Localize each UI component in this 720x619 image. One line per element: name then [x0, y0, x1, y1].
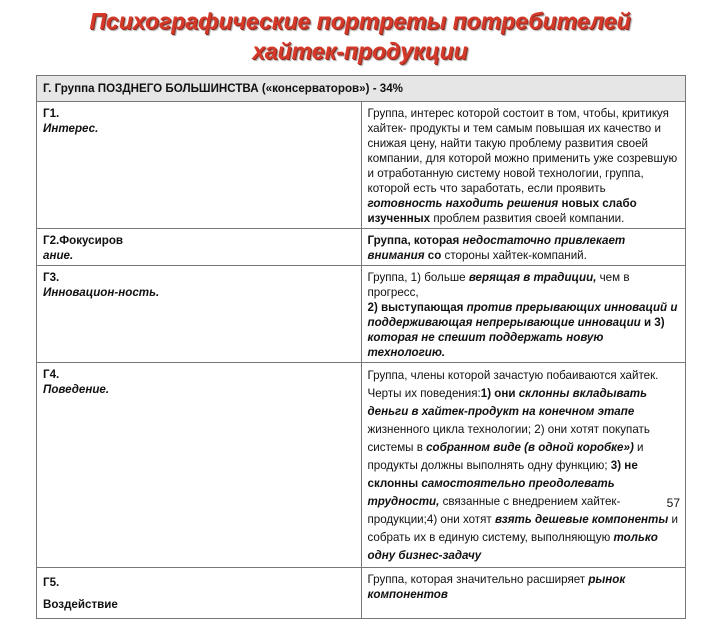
group-header: Г. Группа ПОЗДНЕГО БОЛЬШИНСТВА («консерваторов») - 34% — [37, 76, 686, 102]
row-label: ание. — [43, 249, 74, 262]
row-text-tail: проблем развития своей компании. — [430, 212, 625, 225]
row-emphasis: которая не спешит поддержать новую технологию. — [367, 331, 604, 359]
row-bold: 2) выступающая — [367, 301, 467, 314]
row-bold: 1) они — [480, 387, 519, 400]
row-emphasis: самостоятельно преодолевать трудности, — [367, 477, 615, 508]
row-emphasis: готовность находить решения — [367, 197, 559, 210]
row-text: Группа, которая значительно расширяет — [367, 573, 589, 586]
psychographic-table — [36, 75, 686, 619]
row-text: связанные с внедрением хайтек-продукции;4) они хотят — [367, 495, 621, 526]
row-emphasis: верящая в традиции, — [468, 271, 597, 284]
row-bold: Группа, которая — [367, 234, 463, 247]
row-code: Г4. — [43, 368, 60, 381]
row-label-cell — [37, 229, 362, 266]
row-text: Группа, 1) больше — [367, 271, 469, 284]
slide-title-line1: Психографические портреты потребителей — [89, 8, 631, 34]
row-emphasis: против прерывающих инноваций и поддерживающая непрерывающие инновации — [367, 301, 678, 329]
row-emphasis: рынок компонентов — [367, 573, 626, 601]
row-emphasis: взять дешевые компоненты — [494, 513, 669, 526]
row-label: Поведение. — [43, 383, 110, 396]
row-label: Инновацион-ность. — [43, 286, 160, 299]
row-text-cell — [361, 229, 686, 266]
table-header-row — [37, 76, 686, 102]
row-bold: и 3) — [640, 316, 665, 329]
row-text: и собрать их в единую систему, выполняющую — [367, 513, 678, 544]
row-label-cell — [37, 363, 362, 568]
row-bold: со — [424, 249, 442, 262]
table-row — [37, 568, 686, 619]
slide-title — [0, 6, 720, 66]
table-row — [37, 229, 686, 266]
page-number: 57 — [666, 496, 680, 510]
row-code: Г1. — [43, 107, 60, 120]
row-label: Интерес. — [43, 122, 99, 135]
row-text-tail: стороны хайтек-компаний. — [441, 249, 587, 262]
row-text-cell — [361, 363, 686, 568]
row-emphasis: недостаточно привлекает внимания — [367, 234, 626, 262]
row-emphasis: только одну бизнес-задачу — [367, 531, 658, 562]
table-row — [37, 102, 686, 229]
row-label-cell — [37, 102, 362, 229]
slide-title-line2: хайтек-продукции — [252, 38, 468, 64]
row-label-cell — [37, 266, 362, 363]
row-emphasis: склонны вкладывать деньги в хайтек-продукт на конечном этапе — [367, 387, 648, 418]
row-bold: новых слабо изученных — [367, 197, 637, 225]
row-text-cell — [361, 266, 686, 363]
row-text-cell — [361, 102, 686, 229]
row-text-cell — [361, 568, 686, 619]
table-row — [37, 266, 686, 363]
row-text: Группа, члены которой зачастую побаиваются хайтек. Черты их поведения: — [367, 369, 659, 400]
row-text: жизненного цикла технологии; 2) они хотят покупать системы в — [367, 423, 650, 454]
row-bold: 3) не склонны — [367, 459, 638, 490]
row-text: Группа, интерес которой состоит в том, чтобы, критикуя хайтек- продукты и тем самым повышая их качество и снижая цену, найти такую проблему развития своей компании, для которой можно применить уже созревшую и отработанную систему новой технологии, группа, которой есть что заработать, если проявить — [367, 107, 678, 195]
row-text: чем в прогресс, — [367, 271, 630, 299]
row-label-cell — [37, 568, 362, 619]
row-label: Воздействие — [43, 598, 118, 611]
table-row — [37, 363, 686, 568]
row-code: Г2.Фокусиров — [43, 234, 124, 247]
row-code: Г5. — [43, 576, 60, 589]
row-text: и продукты должны выполнять одну функцию; — [367, 441, 644, 472]
row-code: Г3. — [43, 271, 60, 284]
row-emphasis: собранном виде (в одной коробке») — [426, 441, 634, 454]
